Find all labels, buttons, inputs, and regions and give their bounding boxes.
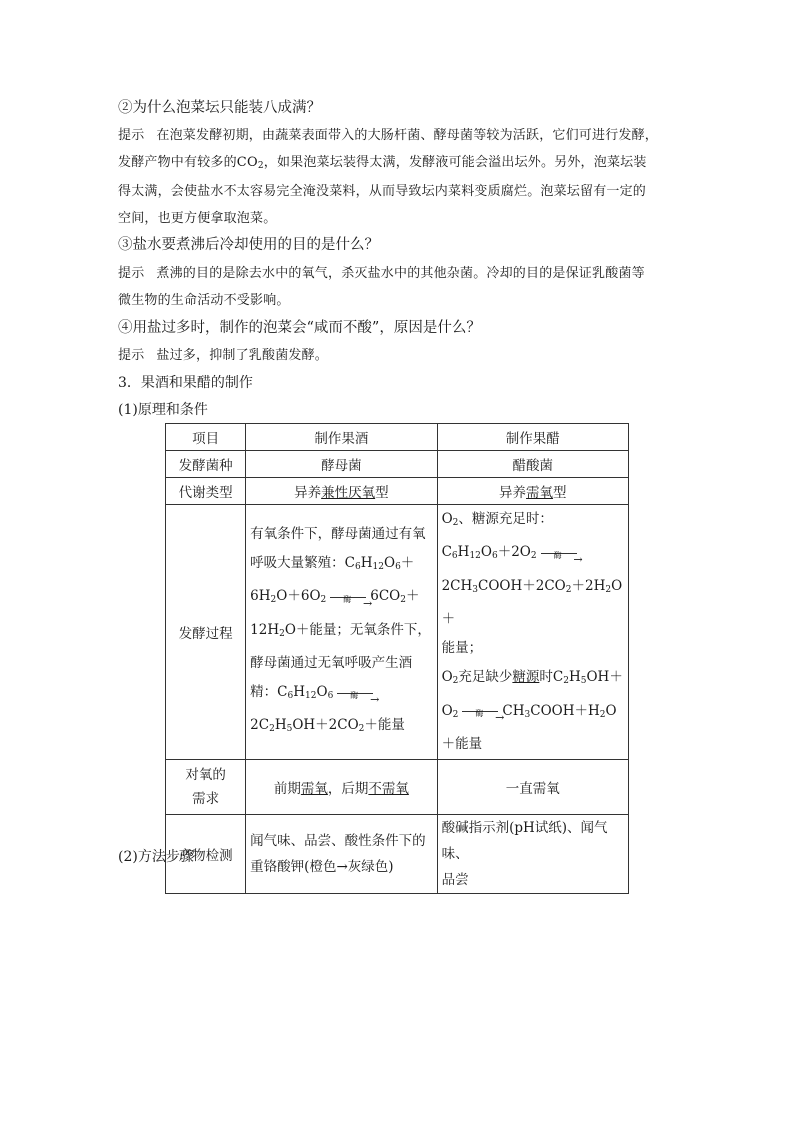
question-2-hint-line-4: 空间，也更方便拿取泡菜。 [118, 211, 277, 226]
table-cell: 对氧的 需求 [166, 760, 246, 815]
table-header-cell: 项目 [166, 424, 246, 451]
table-cell: 醋酸菌 [437, 451, 628, 478]
enzyme-arrow-icon: 酶 → [537, 547, 581, 559]
table-cell: 酵母菌 [246, 451, 437, 478]
table-cell: 代谢类型 [166, 478, 246, 505]
section-3-2-title: (2)方法步骤 [118, 849, 194, 865]
wine-process-cell: 有氧条件下，酵母菌通过有氧 呼吸大量繁殖：$C_6H_{12}O_6+$ $6H_2O+6O_2$ 酶 → $6CO_2+$ $12H_2O+$能量；无氧条件下， 酵母菌通过无氧呼吸产生酒 精：$C_6H_{12}O_6$ 酶 → $2C_2H_5OH+2CO_2+$能量 [246, 505, 437, 760]
enzyme-arrow-icon: 酶 → [458, 705, 502, 717]
table-cell: 一直需氧 [437, 760, 628, 815]
hint-label: 提示 [118, 266, 145, 281]
fermentation-table [165, 423, 629, 894]
enzyme-arrow-icon: 酶 → [333, 687, 377, 699]
table-row [166, 424, 629, 451]
table-header-cell: 制作果酒 [246, 424, 437, 451]
table-row [166, 760, 629, 815]
question-4-title: ④用盐过多时，制作的泡菜会“咸而不酸”，原因是什么？ [118, 320, 481, 336]
enzyme-arrow-icon: 酶 → [326, 591, 370, 603]
question-4-hint-line-1: 提示 盐过多，抑制了乳酸菌发酵。 [118, 348, 329, 363]
table-row [166, 815, 629, 894]
question-2-hint-line-1: 提示 在泡菜发酵初期，由蔬菜表面带入的大肠杆菌、酵母菌等较为活跃，它们可进行发酵， [118, 128, 659, 143]
question-2-title: ②为什么泡菜坛只能装八成满？ [118, 100, 321, 116]
section-3-title: 3．果酒和果醋的制作 [118, 375, 253, 391]
table-row [166, 478, 629, 505]
vinegar-process-cell: $O_2$、糖源充足时： $C_6H_{12}O_6+2O_2$ 酶 → $2CH_3COOH+2CO_2+2H_2O+$ 能量； $O_2$充足缺少糖源时$C_2H_5OH+$ $O_2$ 酶 → $CH_3COOH+H_2O$ ＋能量 [437, 505, 628, 760]
table-cell: 异养需氧型 [437, 478, 628, 505]
table-cell: 发酵过程 [166, 505, 246, 760]
table-cell: 前期需氧，后期不需氧 [246, 760, 437, 815]
question-2-hint-line-3: 得太满，会使盐水不太容易完全淹没菜料，从而导致坛内菜料变质腐烂。泡菜坛留有一定的 [118, 184, 647, 199]
question-3-hint-line-1: 提示 煮沸的目的是除去水中的氧气，杀灭盐水中的其他杂菌。冷却的目的是保证乳酸菌等 [118, 266, 645, 281]
hint-label: 提示 [118, 348, 145, 363]
table-header-cell: 制作果醋 [437, 424, 628, 451]
table-cell: 酸碱指示剂(pH试纸)、闻气味、 品尝 [437, 815, 628, 894]
hint-label: 提示 [118, 128, 145, 143]
table-row [166, 505, 629, 760]
table-cell: 发酵菌种 [166, 451, 246, 478]
question-2-hint-line-2: 发酵产物中有较多的$CO_2$，如果泡菜坛装得太满，发酵液可能会溢出坛外。另外，泡菜坛装 [118, 155, 647, 171]
table-cell: 产物检测 [166, 815, 246, 894]
table-cell: 闻气味、品尝、酸性条件下的 重铬酸钾(橙色→灰绿色) [246, 815, 437, 894]
question-3-hint-line-2: 微生物的生命活动不受影响。 [118, 293, 290, 308]
table-cell: 异养兼性厌氧型 [246, 478, 437, 505]
section-3-1-title: (1)原理和条件 [118, 402, 208, 418]
table-row [166, 451, 629, 478]
question-3-title: ③盐水要煮沸后冷却使用的目的是什么？ [118, 237, 379, 253]
